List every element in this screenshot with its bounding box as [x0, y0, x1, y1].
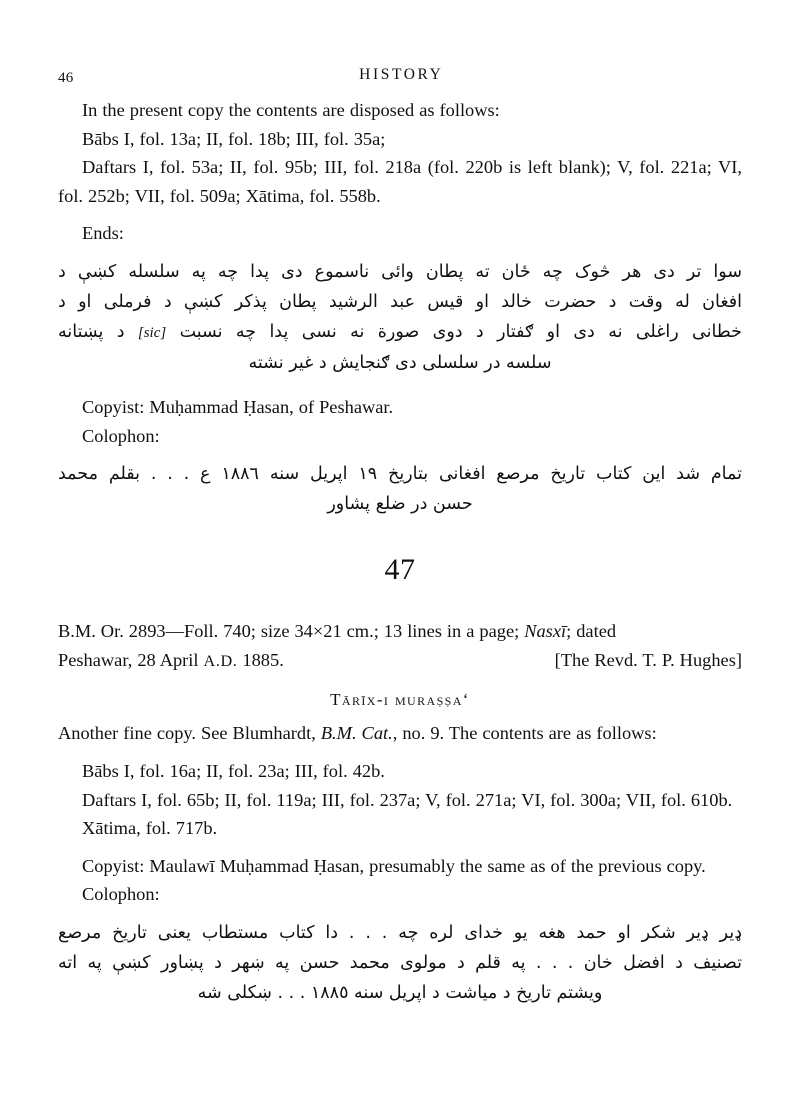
entry46-ends-label: Ends:: [82, 223, 124, 244]
entry47-place-date: Peshawar, 28 April: [58, 649, 199, 670]
arabic-line: حسن در ضلع پشاور: [327, 494, 473, 515]
running-head-title: HISTORY: [359, 66, 444, 83]
entry47-era-label: A.D.: [203, 651, 238, 670]
entry47-script-name: Nasxī: [524, 621, 567, 642]
entry46-daftars: Daftars I, fol. 53a; II, fol. 95b; III, fol. 218a (fol. 220b is left blank); V, fol. 221a; VI, fol. 252b; VII, fol. 509a; Xātima, fol. 558b.: [58, 157, 742, 206]
entry47-shelfmark-text: B.M. Or. 2893—Foll. 740; size 34×21 cm.; 13 lines in a page;: [58, 621, 525, 642]
running-head: [58, 66, 742, 88]
entry46-copyist: Copyist: Muḥammad Ḥasan, of Peshawar.: [82, 396, 394, 417]
entry47-babs: Bābs I, fol. 16a; II, fol. 23a; III, fol. 42b.: [82, 760, 385, 781]
entry47-daftars: Daftars I, fol. 65b; II, fol. 119a; III, fol. 237a; V, fol. 271a; VI, fol. 300a; VII, fol. 610b.: [82, 789, 733, 810]
entry47-year: 1885.: [242, 649, 284, 670]
entry47-description: [58, 719, 742, 748]
entry47-copyist: Copyist: Maulawī Muḥammad Ḥasan, presumably the same as of the previous copy.: [82, 855, 706, 876]
entry47-reference: B.M. Cat.: [320, 723, 393, 744]
arabic-line: تصنیف د افضل خان . . . په قلم د مولوی محمد حسن په ښهر د پښاور کښې په اته: [58, 952, 742, 973]
entry47-shelfmark-dated: ; dated: [566, 621, 617, 642]
arabic-line: سوا تر دی هر څوک چه ځان ته پطان وائی ناسموع دی پدا چه په سلسله کښې د: [58, 261, 742, 282]
entry46-colophon-text: [58, 459, 742, 519]
arabic-line: ډیر ډیر شکر او حمد هغه یو خدای لره چه . . . دا کتاب مستطاب یعنی تاریخ مرصع: [58, 922, 742, 943]
entry47-provenance: [The Revd. T. P. Hughes]: [554, 649, 742, 670]
entry47-description-a: Another fine copy. See Blumhardt,: [58, 723, 321, 744]
arabic-line: ویشتم تاریخ د میاشت د اپریل سنه ١٨٨٥ . . . ښکلی شه: [197, 982, 603, 1003]
entry47-number: 47: [384, 553, 416, 587]
page-folio-number: 46: [58, 70, 74, 86]
entry46-intro: In the present copy the contents are disposed as follows:: [82, 100, 500, 120]
arabic-line: تمام شد این کتاب تاریخ مرصع افغانی بتاریخ ١٩ اپریل سنه ١٨٨٦ ع . . . بقلم محمد: [58, 464, 743, 485]
arabic-line: افغان له وقت د حضرت خالد او قیس عبد الرشید پطان پذکر کښې د فرملی او د: [58, 291, 742, 312]
text-column: [58, 96, 742, 1008]
entry47-colophon-label: Colophon:: [82, 884, 160, 905]
sic-marker: [sic]: [137, 324, 167, 341]
entry46-babs: Bābs I, fol. 13a; II, fol. 18b; III, fol. 35a;: [82, 128, 386, 149]
entry47-colophon-text: [58, 918, 742, 1008]
entry46-colophon-label: Colophon:: [82, 425, 160, 446]
entry47-work-title: Tārīx-i muraṣṣa‘: [330, 690, 470, 710]
entry46-ends-text: [58, 257, 742, 378]
arabic-line: خطانی راغلی نه دی او ګفتار د دوی صورة نه نسی پدا چه نسبت [sic] د پښتانه: [58, 321, 742, 342]
entry47-shelfmark: [58, 617, 742, 646]
entry47-xatima: Xātima, fol. 717b.: [82, 818, 218, 839]
entry47-date-line: [58, 646, 742, 676]
entry47-description-b: , no. 9. The contents are as follows:: [392, 723, 657, 744]
arabic-line: سلسه در سلسلی دی ګنجایش د غیر نشته: [248, 352, 552, 373]
